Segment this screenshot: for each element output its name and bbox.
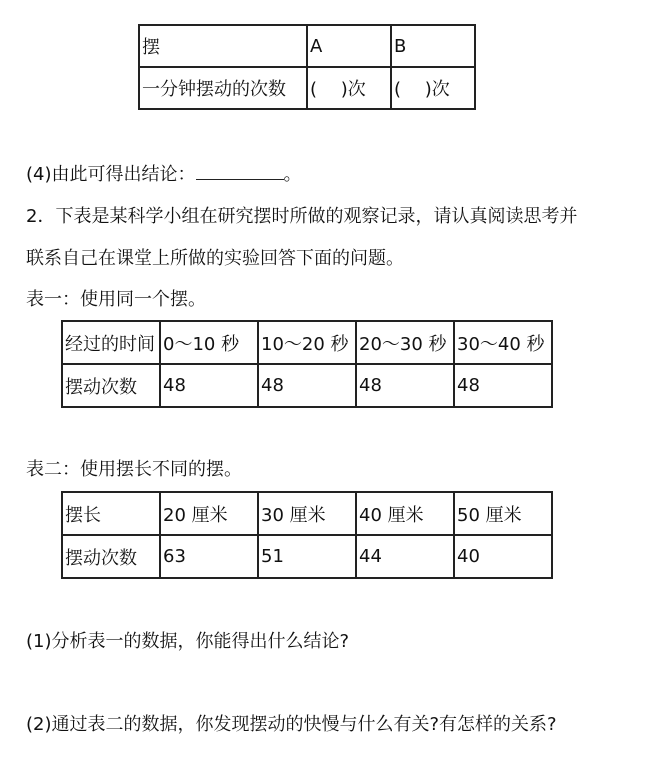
table-cell: 摆动次数 (62, 364, 160, 407)
table-2 (61, 491, 553, 579)
table-header-cell: 0～10 秒 (160, 321, 258, 364)
table-1-caption: 表一：使用同一个摆。 (26, 289, 206, 310)
table-1 (61, 320, 553, 408)
answer-blank (196, 163, 284, 180)
table-cell: 摆动次数 (62, 535, 160, 578)
question-4-end: 。 (283, 164, 302, 185)
table-2-caption: 表二：使用摆长不同的摆。 (26, 459, 242, 480)
table-cell: ( )次 (307, 67, 391, 109)
table-cell: ( )次 (391, 67, 475, 109)
table-cell: 48 (356, 364, 454, 407)
table-header-cell: 20～30 秒 (356, 321, 454, 364)
question-2: (2)通过表二的数据，你发现摆动的快慢与什么有关?有怎样的关系? (26, 714, 557, 735)
table-header-cell: 30～40 秒 (454, 321, 552, 364)
question-1: (1)分析表一的数据，你能得出什么结论? (26, 631, 350, 652)
table-header-cell: 50 厘米 (454, 492, 552, 535)
table-header-cell: 20 厘米 (160, 492, 258, 535)
table-cell: 48 (454, 364, 552, 407)
table-cell: 48 (258, 364, 356, 407)
table-cell: 51 (258, 535, 356, 578)
pendulum-count-table (138, 24, 476, 110)
question-4 (26, 163, 302, 187)
table-cell: 63 (160, 535, 258, 578)
table-cell: 48 (160, 364, 258, 407)
table-cell: A (307, 25, 391, 67)
question-4-text: (4)由此可得出结论： (26, 164, 196, 185)
question-2-intro-line-1: 2．下表是某科学小组在研究摆时所做的观察记录，请认真阅读思考并 (26, 206, 578, 227)
table-cell: 40 (454, 535, 552, 578)
table-cell: B (391, 25, 475, 67)
table-cell: 44 (356, 535, 454, 578)
table-header-cell: 30 厘米 (258, 492, 356, 535)
question-2-intro-line-2: 联系自己在课堂上所做的实验回答下面的问题。 (26, 248, 404, 269)
table-cell: 一分钟摆动的次数 (139, 67, 307, 109)
table-cell: 摆 (139, 25, 307, 67)
table-header-cell: 40 厘米 (356, 492, 454, 535)
table-header-cell: 经过的时间 (62, 321, 160, 364)
table-header-cell: 10～20 秒 (258, 321, 356, 364)
table-header-cell: 摆长 (62, 492, 160, 535)
